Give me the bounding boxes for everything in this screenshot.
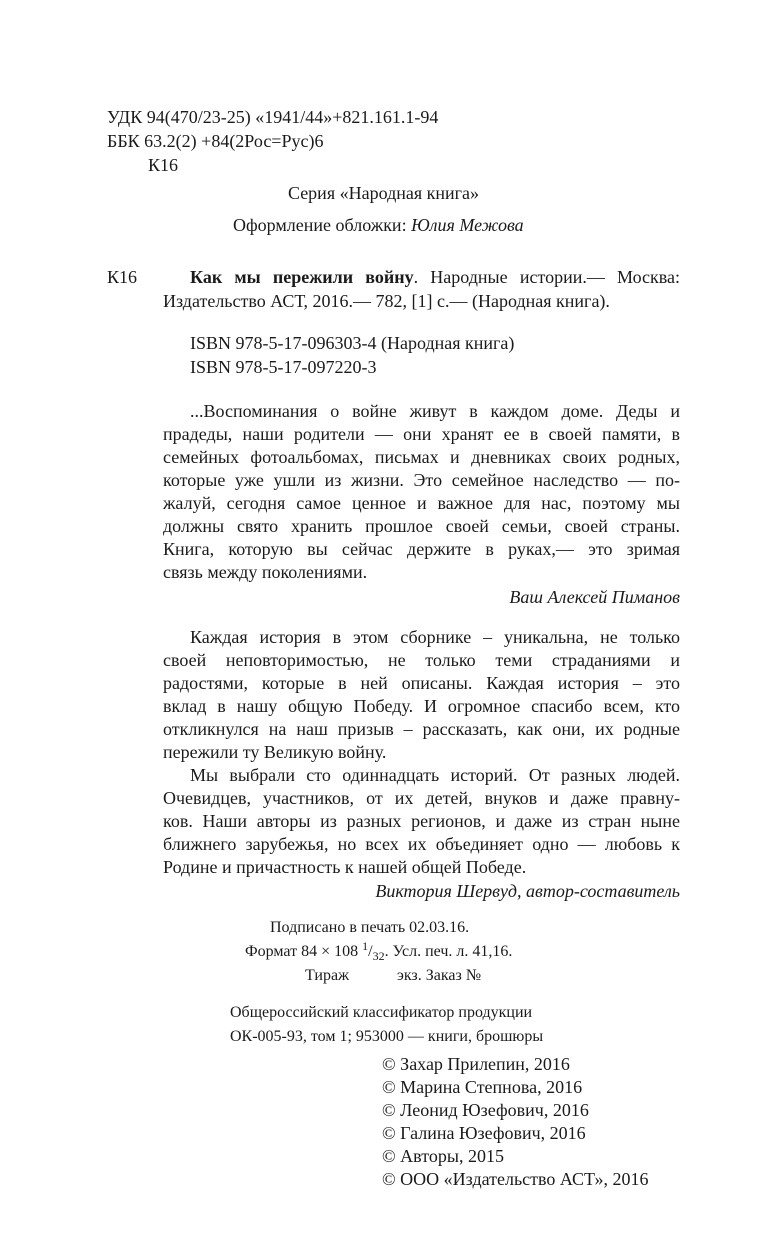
format-line: Формат 84 × 108 $^1/_{32}$. Усл. печ. л. 41,16. bbox=[245, 939, 513, 963]
bib-line-1 bbox=[190, 267, 680, 287]
quote-signature: Ваш Алексей Пиманов bbox=[509, 587, 680, 607]
intro-line: Родине и причастность к нашей общей Победе. bbox=[163, 857, 527, 877]
signed-date: Подписано в печать 02.03.16. bbox=[270, 919, 470, 936]
series-line: Серия «Народная книга» bbox=[287, 183, 480, 203]
copyright-line: © Авторы, 2015 bbox=[382, 1146, 504, 1166]
bib-mark: К16 bbox=[107, 267, 138, 287]
bib-line-1-rest: . Народные истории.— Москва: bbox=[413, 267, 681, 287]
intro-line: радостями, которые в ней описаны. Каждая история – это bbox=[163, 673, 680, 693]
classifier-line: ОК-005-93, том 1; 953000 — книги, брошюры bbox=[230, 1028, 544, 1045]
format-suffix: . Усл. печ. л. 41,16. bbox=[384, 943, 513, 960]
intro-line: откликнулся на наш призыв – рассказать, как они, их родные bbox=[163, 719, 680, 739]
intro-line: ков. Наши авторы из разных регионов, и даже из стран ныне bbox=[163, 811, 680, 831]
isbn-1: ISBN 978-5-17-096303-4 (Народная книга) bbox=[190, 333, 515, 353]
intro-signature: Виктория Шервуд, автор-составитель bbox=[375, 881, 680, 901]
book-title: Как мы пережили войну bbox=[190, 267, 414, 287]
format-denominator: 32 bbox=[372, 949, 385, 963]
cover-design-line bbox=[233, 215, 524, 235]
copyright-line: © Марина Степнова, 2016 bbox=[382, 1077, 583, 1097]
bib-line-2: Издательство АСТ, 2016.— 782, [1] с.— (Народная книга). bbox=[163, 291, 610, 311]
quote-line: должны свято хранить прошлое своей семьи, своей страны. bbox=[163, 516, 680, 536]
cover-design-label: Оформление обложки: bbox=[233, 215, 407, 235]
intro-line: ближнего зарубежья, но всех их объединяет одно — любовь к bbox=[163, 834, 680, 854]
intro-line: вклад в нашу общую Победу. И огромное спасибо всем, кто bbox=[163, 696, 680, 716]
format-numerator: 1 bbox=[362, 939, 369, 953]
author-mark: К16 bbox=[148, 155, 179, 175]
isbn-2: ISBN 978-5-17-097220-3 bbox=[190, 357, 377, 377]
quote-line: жалуй, сегодня самое ценное и важное для нас, поэтому мы bbox=[163, 493, 680, 513]
udk-code: УДК 94(470/23-25) «1941/44»+821.161.1-94 bbox=[107, 107, 439, 127]
intro-line: Мы выбрали сто одиннадцать историй. От разных людей. bbox=[190, 765, 680, 785]
quote-line: Книга, которую вы сейчас держите в руках,— это зримая bbox=[163, 539, 680, 559]
cover-designer-name: Юлия Межова bbox=[411, 215, 524, 235]
intro-line: Каждая история в этом сборнике – уникальна, не только bbox=[190, 627, 680, 647]
copyright-line: © Леонид Юзефович, 2016 bbox=[382, 1100, 589, 1120]
copyright-line: © Захар Прилепин, 2016 bbox=[382, 1054, 570, 1074]
classifier-line: Общероссийский классификатор продукции bbox=[230, 1004, 533, 1021]
quote-line: ...Воспоминания о войне живут в каждом доме. Деды и bbox=[190, 401, 680, 421]
quote-line: семейных фотоальбомах, письмах и дневниках своих родных, bbox=[163, 447, 680, 467]
quote-line: которые уже ушли из жизни. Это семейное наследство — по- bbox=[163, 470, 680, 490]
bbk-code: ББК 63.2(2) +84(2Рос=Рус)6 bbox=[107, 131, 324, 151]
intro-line: пережили ту Великую войну. bbox=[163, 742, 387, 762]
print-run: Тираж bbox=[305, 967, 350, 984]
quote-line: связь между поколениями. bbox=[163, 562, 368, 582]
intro-line: Очевидцев, участников, от их детей, внуков и даже правну- bbox=[163, 788, 680, 808]
intro-line: своей неповторимостью, не только теми страданиями и bbox=[163, 650, 680, 670]
copyright-line: © ООО «Издательство АСТ», 2016 bbox=[382, 1169, 649, 1189]
format-prefix: Формат 84 × 108 bbox=[245, 943, 359, 960]
quote-line: прадеды, наши родители — они хранят ее в своей памяти, в bbox=[163, 424, 680, 444]
copyright-line: © Галина Юзефович, 2016 bbox=[382, 1123, 586, 1143]
order-number: экз. Заказ № bbox=[397, 967, 482, 984]
